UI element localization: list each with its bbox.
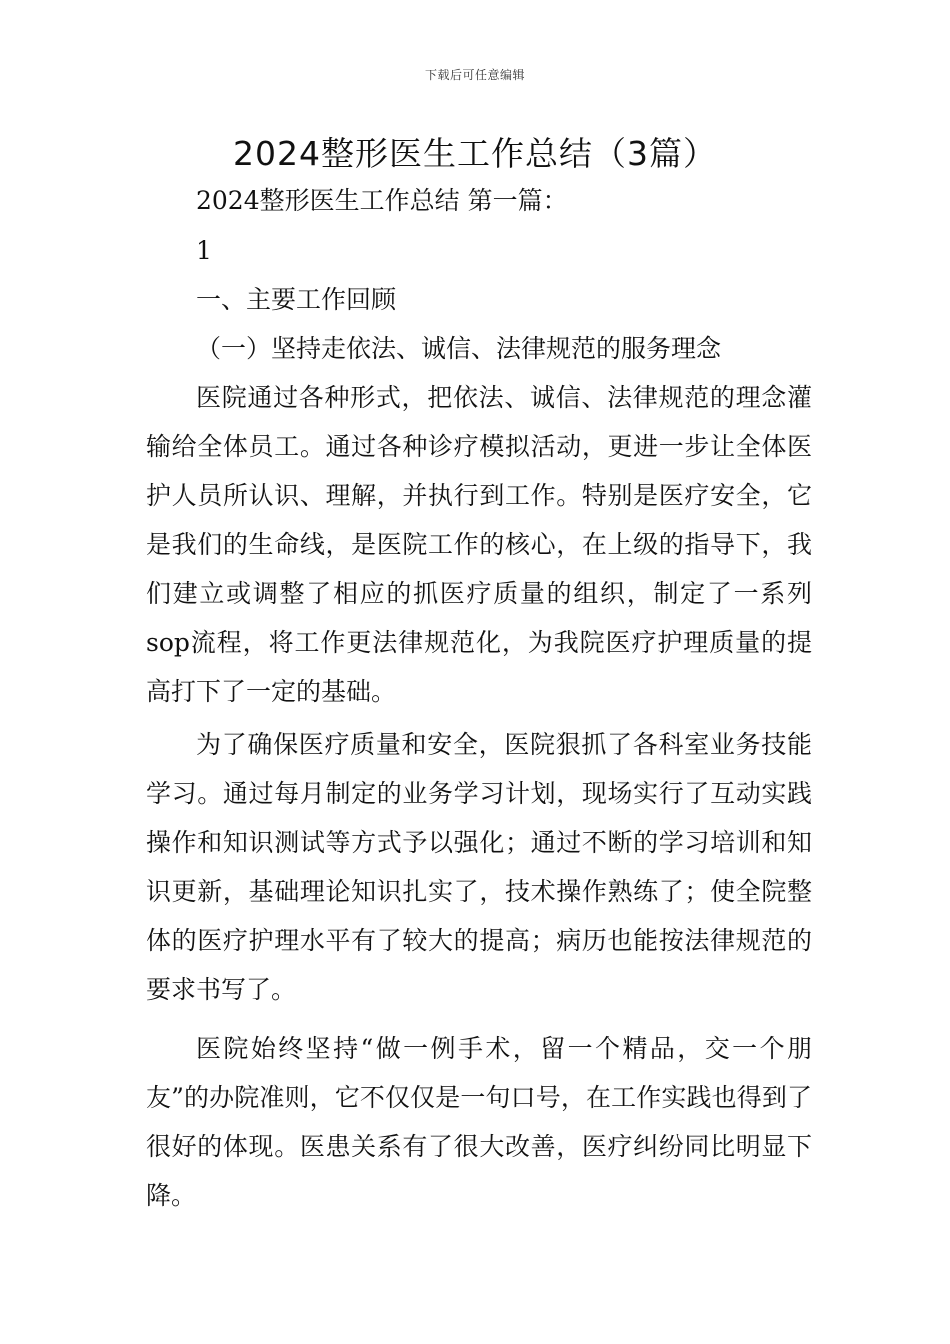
document-title: 2024整形医生工作总结（3篇） [233, 134, 717, 173]
document-subtitle: 2024整形医生工作总结 第一篇： [196, 186, 568, 215]
header-note: 下载后可任意编辑 [424, 68, 525, 82]
section-heading: 一、主要工作回顾 [196, 285, 397, 314]
paragraph-3 [146, 1024, 812, 1220]
page-marker: 1 [196, 236, 212, 265]
paragraph-text: 医院始终坚持“做一例手术，留一个精品，交一个朋友”的办院准则，它不仅仅是一句口号，在工作实践也得到了很好的体现。医患关系有了很大改善，医疗纠纷同比明显下降。 [146, 1034, 812, 1210]
subsection-heading: （一）坚持走依法、诚信、法律规范的服务理念 [196, 334, 722, 363]
paragraph-1 [146, 373, 812, 716]
paragraph-2 [146, 720, 812, 1014]
paragraph-text: 为了确保医疗质量和安全，医院狠抓了各科室业务技能学习。通过每月制定的业务学习计划，现场实行了互动实践操作和知识测试等方式予以强化；通过不断的学习培训和知识更新，基础理论知识扎实了，技术操作熟练了；使全院整体的医疗护理水平有了较大的提高；病历也能按法律规范的要求书写了。 [146, 730, 812, 1004]
paragraph-text: 医院通过各种形式，把依法、诚信、法律规范的理念灌输给全体员工。通过各种诊疗模拟活动，更进一步让全体医护人员所认识、理解，并执行到工作。特别是医疗安全，它是我们的生命线，是医院工作的核心，在上级的指导下，我们建立或调整了相应的抓医疗质量的组织，制定了一系列sop流程，将工作更法律规范化，为我院医疗护理质量的提高打下了一定的基础。 [146, 383, 812, 706]
